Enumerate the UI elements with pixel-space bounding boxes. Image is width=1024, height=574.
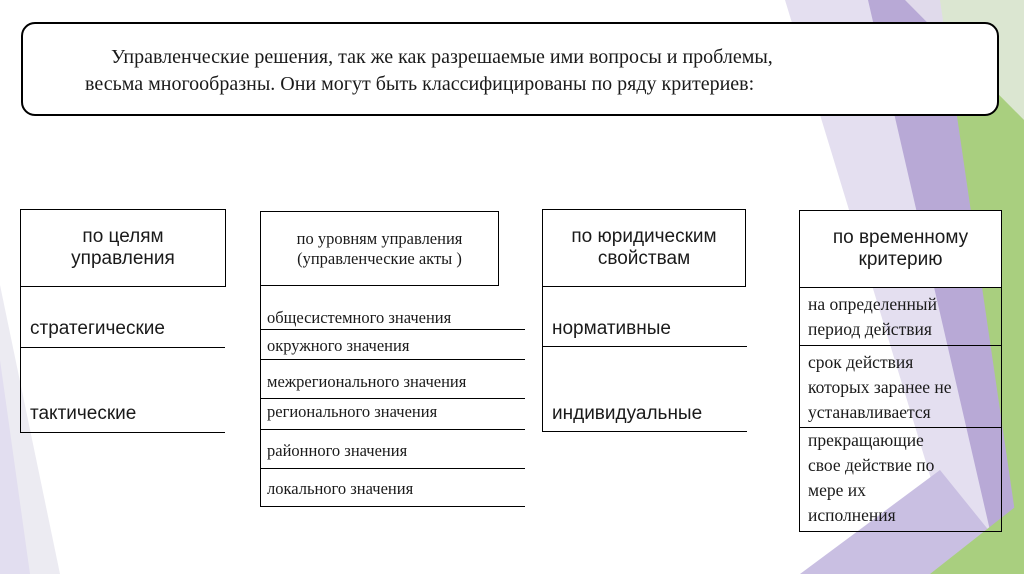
intro-line-2: весьма многообразны. Они могут быть классифицированы по ряду критериев: <box>85 73 755 95</box>
header-line: по юридическим <box>571 226 717 247</box>
header-by-legal-properties <box>542 209 746 287</box>
list-item: стратегические <box>30 318 165 339</box>
item-separator <box>542 346 747 347</box>
list-item: срок действия которых заранее не устанавливается <box>808 352 952 422</box>
list-item: общесистемного значения <box>267 308 452 327</box>
list-item: регионального значения <box>267 402 438 421</box>
header-line: по уровням управления <box>296 228 463 248</box>
intro-line-1: Управленческие решения, так же как разрешаемые ими вопросы и проблемы, <box>111 46 773 68</box>
header-line: по целям <box>82 226 164 247</box>
header-line: управления <box>71 248 175 269</box>
item-separator <box>260 468 525 469</box>
header-by-time-criterion <box>799 210 1002 288</box>
item-separator <box>799 531 1002 532</box>
header-line: свойствам <box>597 248 691 269</box>
item-separator <box>542 431 747 432</box>
column-rule <box>1001 288 1002 531</box>
item-separator <box>260 429 525 430</box>
list-item: прекращающие свое действие по мере их исполнения <box>808 430 935 525</box>
list-item: локального значения <box>267 479 414 498</box>
list-item: тактические <box>30 403 137 424</box>
item-separator <box>20 432 225 433</box>
list-item: индивидуальные <box>552 403 703 424</box>
item-separator <box>260 359 525 360</box>
item-separator <box>260 398 525 399</box>
column-rule <box>542 286 543 432</box>
column-rule <box>799 288 800 531</box>
item-separator <box>260 329 525 330</box>
header-line: по временному <box>832 227 969 248</box>
header-by-management-levels <box>260 211 499 286</box>
header-line: (управленческие акты ) <box>297 248 462 268</box>
list-item: районного значения <box>267 441 408 460</box>
list-item: окружного значения <box>267 336 410 355</box>
header-line: критерию <box>858 249 943 270</box>
header-by-goals <box>20 209 226 287</box>
column-rule <box>20 286 21 433</box>
intro-box <box>21 22 999 116</box>
item-separator <box>260 506 525 507</box>
list-item: нормативные <box>552 318 671 339</box>
item-separator <box>20 347 225 348</box>
list-item: на определенный период действия <box>808 294 937 339</box>
list-item: межрегионального значения <box>267 372 467 391</box>
item-separator <box>799 345 1002 346</box>
column-rule <box>260 285 261 507</box>
